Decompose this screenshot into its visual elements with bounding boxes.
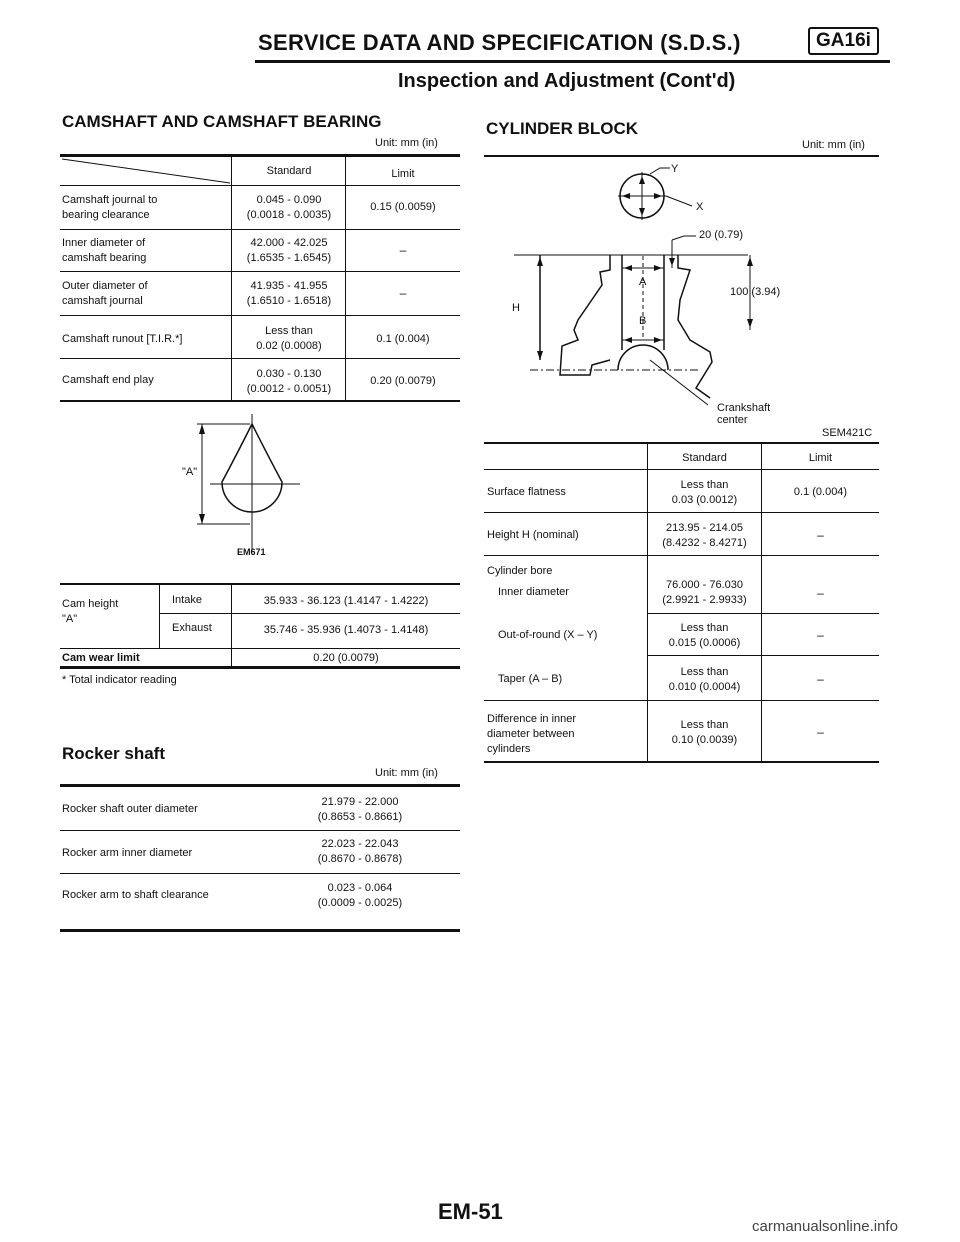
rocker-top-rule (60, 784, 460, 787)
cam-height-bottom-rule (60, 666, 460, 669)
inner-diameter-standard: 76.000 - 76.030 (2.9921 - 2.9933) (662, 579, 747, 606)
rocker-row-label: Rocker shaft outer diameter (62, 803, 198, 815)
camshaft-row-limit: 0.1 (0.004) (376, 333, 430, 345)
header-diagonal-line (60, 157, 232, 185)
camshaft-row-label: Inner diameter of camshaft bearing (62, 237, 147, 264)
surface-standard: Less than 0.03 (0.0012) (671, 479, 738, 506)
out-of-round-standard: Less than 0.015 (0.0006) (668, 622, 741, 649)
camshaft-row-label: Camshaft end play (62, 374, 154, 386)
taper-label: Taper (A – B) (498, 673, 563, 685)
camshaft-row-limit: – (399, 286, 407, 300)
camshaft-header-rule (60, 185, 460, 186)
footnote: * Total indicator reading (62, 674, 177, 686)
camshaft-row-rule (60, 229, 460, 230)
page-header-title: SERVICE DATA AND SPECIFICATION (S.D.S.) (258, 30, 741, 55)
height-standard: 213.95 - 214.05 (8.4232 - 8.4271) (662, 522, 747, 549)
rocker-row-value: 0.023 - 0.064 (0.0009 - 0.0025) (317, 882, 403, 909)
camshaft-row-limit: – (399, 243, 407, 257)
cylinder-unit: Unit: mm (in) (802, 139, 865, 151)
camshaft-row-rule (60, 315, 460, 316)
watermark: carmanualsonline.info (752, 1218, 898, 1235)
cylinder-header-rule (484, 469, 879, 470)
taper-rule (484, 700, 879, 701)
diagram-label-x: X (696, 201, 704, 213)
exhaust-label: Exhaust (172, 622, 212, 634)
rocker-row-rule (60, 830, 460, 831)
cam-diagram-code: EM671 (237, 547, 266, 557)
rocker-unit: Unit: mm (in) (375, 767, 438, 779)
difference-label: Difference in inner diameter between cylinders (487, 713, 577, 755)
camshaft-row-rule (60, 358, 460, 359)
cylinder-table-top-rule (484, 442, 879, 444)
rocker-row-label: Rocker arm inner diameter (62, 847, 193, 859)
surface-label: Surface flatness (487, 486, 566, 498)
camshaft-col-limit: Limit (391, 168, 415, 180)
cam-wear-label: Cam wear limit (62, 652, 140, 664)
camshaft-unit: Unit: mm (in) (375, 137, 438, 149)
inner-diameter-label: Inner diameter (498, 586, 569, 598)
rocker-row-label: Rocker arm to shaft clearance (62, 889, 209, 901)
camshaft-row-standard: 0.030 - 0.130 (0.0012 - 0.0051) (246, 368, 332, 395)
exhaust-rule (60, 648, 460, 649)
surface-rule (484, 512, 879, 513)
cylinder-top-rule (484, 155, 879, 157)
cam-lobe-label: "A" (182, 466, 198, 478)
cylinder-col-standard: Standard (682, 452, 727, 464)
camshaft-table-bottom-rule (60, 400, 460, 402)
camshaft-col-standard: Standard (266, 165, 312, 177)
page-subtitle: Inspection and Adjustment (Cont'd) (398, 70, 736, 92)
camshaft-row-standard: 0.045 - 0.090 (0.0018 - 0.0035) (246, 194, 332, 221)
height-label: Height H (nominal) (487, 529, 579, 541)
taper-standard: Less than 0.010 (0.0004) (668, 666, 741, 693)
out-of-round-label: Out-of-round (X – Y) (498, 629, 598, 641)
camshaft-row-standard: 41.935 - 41.955 (1.6510 - 1.6518) (246, 280, 332, 307)
cam-height-divider-1 (159, 585, 160, 649)
inner-diameter-rule (647, 613, 879, 614)
intake-value: 35.933 - 36.123 (1.4147 - 1.4222) (263, 595, 429, 607)
bore-label: Cylinder bore (487, 565, 553, 577)
diagram-dim-top: 20 (0.79) (699, 229, 744, 241)
camshaft-row-standard: 42.000 - 42.025 (1.6535 - 1.6545) (246, 237, 332, 264)
camshaft-row-limit: 0.15 (0.0059) (370, 201, 436, 213)
out-of-round-limit: – (817, 628, 824, 642)
inner-diameter-limit: – (817, 586, 824, 600)
diagram-label-b: B (639, 315, 647, 327)
camshaft-row-label: Outer diameter of camshaft journal (62, 280, 148, 307)
diagram-dim-side: 100 (3.94) (730, 286, 781, 298)
camshaft-row-limit: 0.20 (0.0079) (370, 375, 436, 387)
rocker-row-value: 21.979 - 22.000 (0.8653 - 0.8661) (317, 796, 403, 823)
diagram-label-y: Y (671, 163, 679, 175)
difference-standard: Less than 0.10 (0.0039) (671, 719, 738, 746)
cam-height-top-rule (60, 583, 460, 585)
exhaust-value: 35.746 - 35.936 (1.4073 - 1.4148) (263, 624, 429, 636)
cylinder-table-bottom-rule (484, 761, 879, 763)
difference-limit: – (817, 725, 824, 739)
intake-label: Intake (172, 594, 202, 606)
surface-limit: 0.1 (0.004) (793, 486, 848, 498)
rocker-bottom-rule (60, 929, 460, 932)
camshaft-section-title: CAMSHAFT AND CAMSHAFT BEARING (62, 112, 382, 131)
page-number: EM-51 (438, 1199, 503, 1224)
camshaft-row-rule (60, 271, 460, 272)
diagram-code: SEM421C (822, 427, 873, 439)
cam-height-label: Cam height "A" (62, 598, 119, 625)
camshaft-row-label: Camshaft runout [T.I.R.*] (62, 333, 183, 345)
diagram-label-h: H (512, 302, 520, 314)
header-rule (255, 60, 890, 63)
height-rule (484, 555, 879, 556)
cylinder-section-title: CYLINDER BLOCK (486, 119, 639, 138)
diagram-label-a: A (639, 276, 647, 288)
cam-wear-value: 0.20 (0.0079) (313, 652, 379, 664)
rocker-section-title: Rocker shaft (62, 744, 165, 763)
rocker-row-rule (60, 873, 460, 874)
cam-lobe-diagram (170, 412, 320, 554)
camshaft-row-label: Camshaft journal to bearing clearance (62, 194, 158, 221)
engine-badge: GA16i (808, 27, 879, 55)
diagram-crankshaft-label: Crankshaft center (717, 402, 771, 426)
intake-rule (159, 613, 460, 614)
rocker-row-value: 22.023 - 22.043 (0.8670 - 0.8678) (317, 838, 403, 865)
camshaft-row-standard: Less than 0.02 (0.0008) (256, 325, 322, 352)
cylinder-col-limit: Limit (808, 452, 833, 464)
taper-limit: – (817, 672, 824, 686)
out-of-round-rule (647, 655, 879, 656)
height-limit: – (817, 528, 824, 542)
